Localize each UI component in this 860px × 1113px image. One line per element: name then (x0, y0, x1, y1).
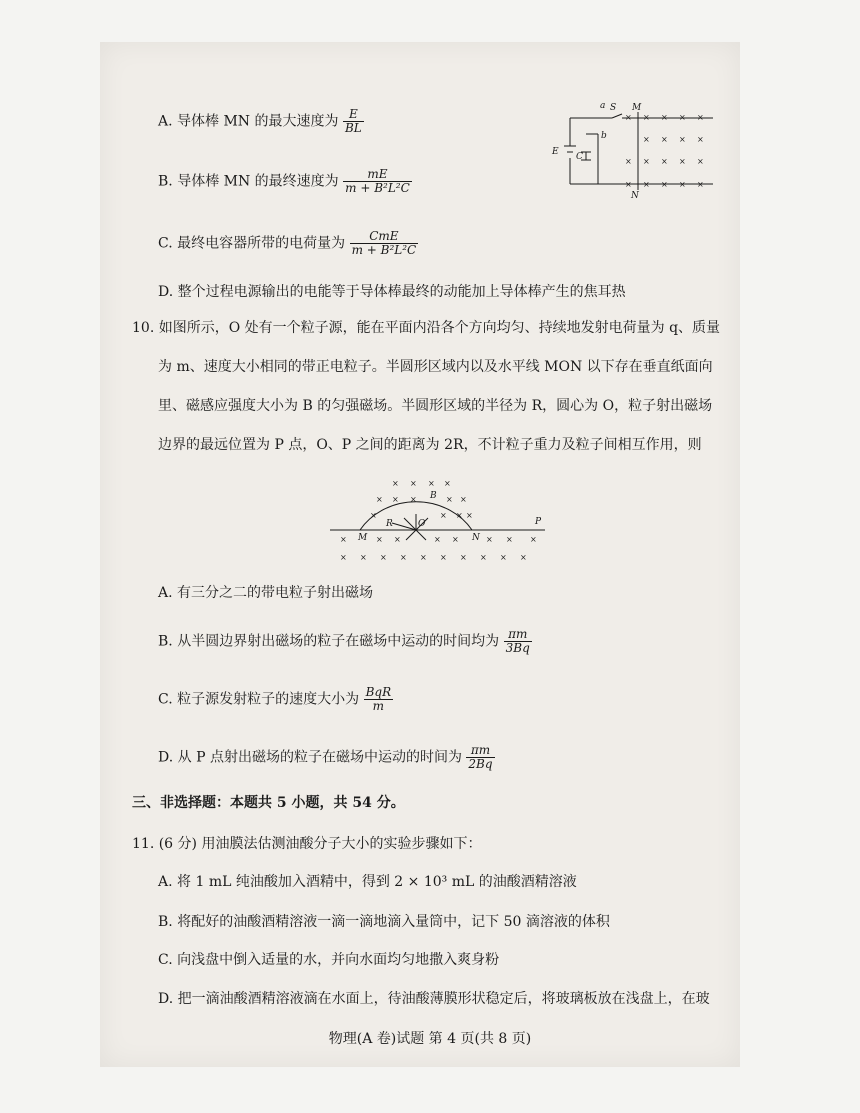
q10-option-c (158, 686, 393, 713)
svg-text:×: × (376, 495, 383, 504)
field-label-b: B (430, 491, 437, 501)
q10-option-b-text: B. 从半圆边界射出磁场的粒子在磁场中运动的时间均为 (158, 633, 500, 650)
svg-text:×: × (460, 553, 467, 562)
q9-option-c (158, 230, 418, 257)
fraction-numerator: πm (504, 628, 532, 642)
q10-option-d-text: D. 从 P 点射出磁场的粒子在磁场中运动的时间为 (158, 749, 462, 766)
q11-step-c: C. 向浅盘中倒入适量的水，并向水面均匀地撒入爽身粉 (158, 952, 500, 968)
q10-option-b (158, 628, 532, 655)
circuit-label-m: M (632, 103, 642, 113)
svg-text:×: × (466, 511, 473, 520)
fraction-numerator: mE (343, 168, 412, 182)
svg-text:×: × (440, 511, 447, 520)
svg-text:×: × (697, 157, 704, 166)
svg-text:×: × (661, 157, 668, 166)
svg-text:×: × (410, 479, 417, 488)
field-label-n: N (472, 533, 480, 543)
fraction-denominator: m + B²L²C (351, 243, 417, 257)
svg-text:×: × (392, 495, 399, 504)
q10-option-d-fraction (466, 744, 494, 771)
fraction-numerator: E (343, 108, 364, 122)
svg-text:×: × (370, 511, 377, 520)
svg-text:×: × (380, 553, 387, 562)
q11-step-a: A. 将 1 mL 纯油酸加入酒精中，得到 2 × 10³ mL 的油酸酒精溶液 (158, 874, 577, 890)
page-footer: 物理(A 卷)试题 第 4 页(共 8 页) (328, 1031, 532, 1047)
svg-text:×: × (394, 535, 401, 544)
q11-step-b: B. 将配好的油酸酒精溶液一滴一滴地滴入量筒中，记下 50 滴溶液的体积 (158, 914, 610, 930)
svg-text:×: × (643, 135, 650, 144)
svg-text:×: × (392, 479, 399, 488)
q9-option-c-fraction (350, 230, 419, 257)
svg-text:×: × (360, 553, 367, 562)
svg-text:×: × (530, 535, 537, 544)
q9-option-b-fraction (343, 168, 412, 195)
svg-text:×: × (444, 479, 451, 488)
svg-text:×: × (452, 535, 459, 544)
circuit-label-e: E (552, 147, 559, 157)
q11-step-d: D. 把一滴油酸酒精溶液滴在水面上，待油酸薄膜形状稳定后，将玻璃板放在浅盘上，在玻 (158, 991, 710, 1007)
svg-text:×: × (428, 479, 435, 488)
svg-text:×: × (410, 495, 417, 504)
svg-text:×: × (420, 553, 427, 562)
svg-text:×: × (661, 135, 668, 144)
svg-text:×: × (340, 535, 347, 544)
fraction-denominator: m (372, 699, 385, 713)
q10-stem-line2: 为 m、速度大小相同的带正电粒子。半圆形区域内以及水平线 MON 以下存在垂直纸面向 (158, 359, 713, 375)
svg-text:×: × (376, 535, 383, 544)
circuit-label-n: N (631, 191, 639, 201)
svg-text:×: × (625, 180, 632, 189)
svg-text:×: × (520, 553, 527, 562)
q9-option-a (158, 108, 364, 135)
svg-text:×: × (440, 553, 447, 562)
svg-text:×: × (679, 157, 686, 166)
circuit-label-b: b (601, 131, 607, 141)
svg-text:×: × (340, 553, 347, 562)
svg-text:×: × (679, 113, 686, 122)
magnetic-field-crosses (625, 113, 704, 189)
q10-stem-line3: 里、磁感应强度大小为 B 的匀强磁场。半圆形区域的半径为 R，圆心为 O，粒子射出磁场 (158, 398, 713, 414)
q9-option-b (158, 168, 412, 195)
svg-text:×: × (480, 553, 487, 562)
fraction-denominator: 3Bq (505, 641, 530, 655)
q10-stem-line4: 边界的最远位置为 P 点，O、P 之间的距离为 2R，不计粒子重力及粒子间相互作用，则 (158, 437, 702, 453)
svg-text:×: × (679, 180, 686, 189)
svg-text:×: × (456, 511, 463, 520)
svg-text:×: × (400, 553, 407, 562)
q10-option-a: A. 有三分之二的带电粒子射出磁场 (158, 585, 374, 601)
svg-text:×: × (460, 495, 467, 504)
fraction-denominator: m + B²L²C (345, 181, 410, 195)
field-label-o: O (418, 519, 426, 529)
svg-text:×: × (500, 553, 507, 562)
svg-text:×: × (434, 535, 441, 544)
field-label-p: P (535, 517, 542, 527)
q11-intro: 11. (6 分) 用油膜法估测油酸分子大小的实验步骤如下： (132, 836, 482, 852)
circuit-label-s: S (610, 103, 617, 113)
q9-circuit-figure (548, 96, 723, 206)
q9-option-d: D. 整个过程电源输出的电能等于导体棒最终的动能加上导体棒产生的焦耳热 (158, 284, 626, 300)
q10-field-figure (330, 468, 550, 566)
field-crosses (340, 479, 537, 562)
svg-text:×: × (643, 157, 650, 166)
q10-stem-line1: 10. 如图所示，O 处有一个粒子源，能在平面内沿各个方向均匀、持续地发射电荷量为 q、质量 (132, 320, 721, 336)
q10-option-b-fraction (504, 628, 532, 655)
q9-option-b-text: B. 导体棒 MN 的最终速度为 (158, 173, 339, 190)
fraction-denominator: BL (344, 121, 362, 135)
q10-option-d (158, 744, 495, 771)
svg-text:×: × (697, 135, 704, 144)
field-label-m: M (358, 533, 368, 543)
fraction-numerator: BqR (365, 685, 392, 699)
svg-text:×: × (643, 113, 650, 122)
fraction-denominator: 2Bq (468, 757, 493, 771)
q10-option-c-text: C. 粒子源发射粒子的速度大小为 (158, 691, 360, 708)
q9-option-a-fraction (343, 108, 364, 135)
svg-text:×: × (486, 535, 493, 544)
q9-option-a-text: A. 导体棒 MN 的最大速度为 (158, 113, 339, 130)
circuit-label-c: C (576, 152, 583, 162)
svg-text:×: × (625, 113, 632, 122)
svg-text:×: × (625, 157, 632, 166)
svg-text:×: × (643, 180, 650, 189)
fraction-numerator: πm (466, 744, 494, 758)
section-3-heading: 三、非选择题：本题共 5 小题，共 54 分。 (132, 795, 405, 811)
svg-text:×: × (679, 135, 686, 144)
q10-option-c-fraction (364, 686, 394, 713)
svg-text:×: × (697, 113, 704, 122)
svg-text:×: × (506, 535, 513, 544)
svg-text:×: × (661, 113, 668, 122)
svg-text:×: × (697, 180, 704, 189)
svg-text:×: × (446, 495, 453, 504)
field-label-r: R (386, 519, 393, 529)
svg-text:×: × (661, 180, 668, 189)
fraction-numerator: CmE (350, 230, 419, 244)
q9-option-c-text: C. 最终电容器所带的电荷量为 (158, 235, 346, 252)
circuit-label-a: a (600, 101, 606, 111)
